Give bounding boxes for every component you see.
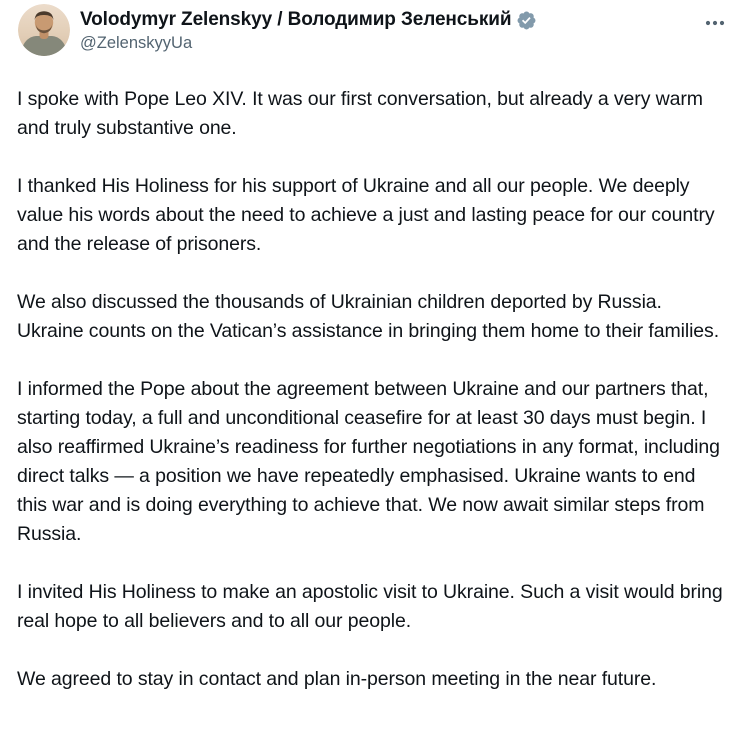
verified-badge-icon xyxy=(516,10,537,31)
tweet-paragraph: I thanked His Holiness for his support of Ukraine and all our people. We deeply value his words about the need to achieve a just and lasting peace for our country and the release of prisoners. xyxy=(17,175,715,255)
more-options-button[interactable] xyxy=(698,6,732,40)
avatar[interactable] xyxy=(18,4,70,56)
tweet-text xyxy=(0,85,746,694)
tweet-paragraph: I informed the Pope about the agreement between Ukraine and our partners that, starting today, a full and unconditional ceasefire for at least 30 days must begin. I also reaffirmed Ukraine’s readiness for further negotiations in any format, including direct talks — a position we have repeatedly emphasised. Ukraine wants to end this war and is doing everything to achieve that. We now await similar steps from Russia. xyxy=(17,378,720,545)
display-name[interactable]: Volodymyr Zelenskyy / Володимир Зеленський xyxy=(80,9,512,30)
tweet-header xyxy=(0,0,746,60)
display-name-row xyxy=(80,9,730,31)
avatar-photo xyxy=(18,4,70,56)
ellipsis-icon xyxy=(704,12,726,34)
tweet-paragraph: We agreed to stay in contact and plan in-person meeting in the near future. xyxy=(17,668,657,690)
user-handle[interactable]: @ZelenskyyUa xyxy=(80,34,193,52)
tweet-paragraph: I spoke with Pope Leo XIV. It was our first conversation, but already a very warm and truly substantive one. xyxy=(17,88,703,139)
tweet-paragraph: We also discussed the thousands of Ukrainian children deported by Russia. Ukraine counts on the Vatican’s assistance in bringing them home to their families. xyxy=(17,291,720,342)
user-block xyxy=(80,5,730,53)
tweet-paragraph: I invited His Holiness to make an apostolic visit to Ukraine. Such a visit would bring real hope to all believers and to all our people. xyxy=(17,581,723,632)
